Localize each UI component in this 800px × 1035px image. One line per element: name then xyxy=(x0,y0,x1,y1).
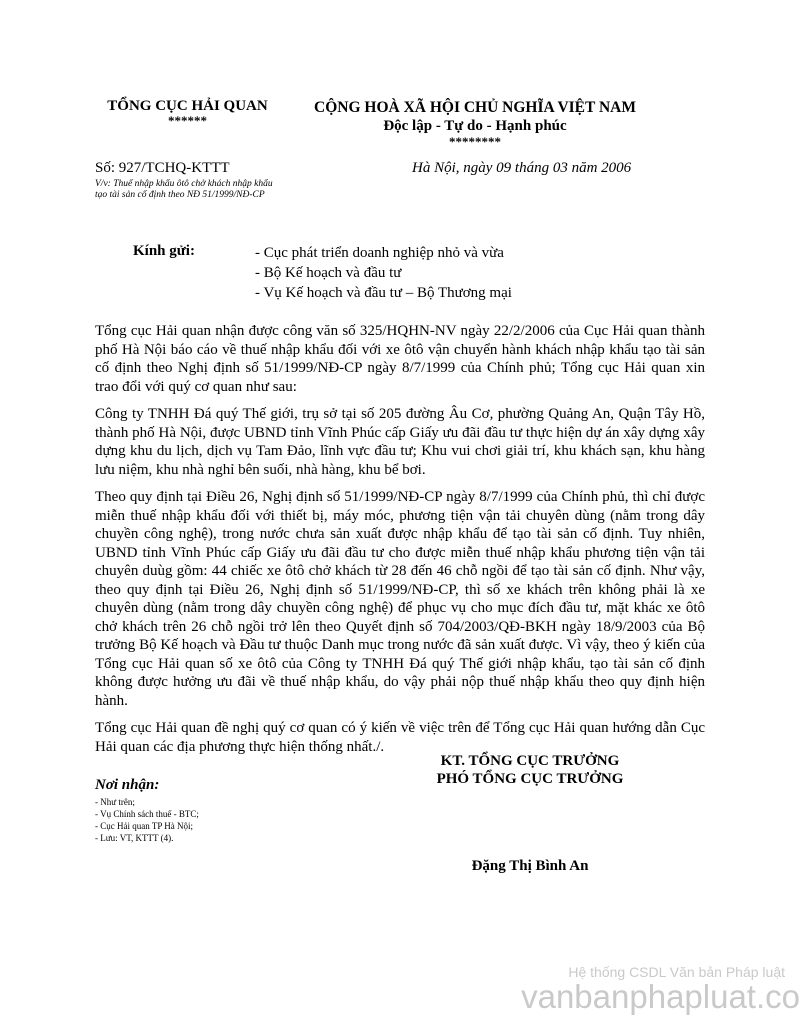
body-paragraph: Tổng cục Hải quan nhận được công văn số 325/HQHN-NV ngày 22/2/2006 của Cục Hải quan thành phố Hà Nội báo cáo về thuế nhập khẩu đối với xe ôtô vận chuyển hành khách nhập khẩu tạo tài sản cố định theo Nghị định số 51/1999/NĐ-CP ngày 8/7/1999 của Chính phủ; Tổng cục Hải quan xin trao đổi với quý cơ quan như sau: xyxy=(95,323,705,395)
signature-title xyxy=(400,752,660,788)
motto-stars: ******** xyxy=(449,134,501,149)
recipient-item: - Bộ Kế hoạch và đầu tư xyxy=(255,265,402,281)
signer-name: Đặng Thị Bình An xyxy=(471,858,589,874)
recipient-item: - Vụ Kế hoạch và đầu tư – Bộ Thương mại xyxy=(255,285,512,301)
watermark-site: vanbanphapluat.co xyxy=(521,978,800,1015)
agency-block xyxy=(100,98,275,127)
recipients-copy-title: Nơi nhận: xyxy=(95,777,160,793)
document-number: Số: 927/TCHQ-KTTT xyxy=(95,160,230,176)
body-paragraph: Tổng cục Hải quan đề nghị quý cơ quan có ý kiến về việc trên để Tổng cục Hải quan hướng dẫn Cục Hải quan các địa phương thực hiện thống nhất./. xyxy=(95,720,705,755)
national-motto-block xyxy=(300,98,650,148)
copy-recipient-item: - Như trên; xyxy=(95,797,135,807)
copy-recipient-item: - Lưu: VT, KTTT (4). xyxy=(95,833,174,843)
agency-name: TỔNG CỤC HẢI QUAN xyxy=(107,98,268,114)
body-paragraph: Theo quy định tại Điều 26, Nghị định số 51/1999/NĐ-CP ngày 8/7/1999 của Chính phủ, thì chỉ được miễn thuế nhập khẩu đối với thiết bị, máy móc, phương tiện vận tải chuyên dùng (nằm trong dây chuyền công nghệ), trong nước chưa sản xuất được nhập khẩu để tạo tài sản cố định. Tuy nhiên, UBND tỉnh Vĩnh Phúc cấp Giấy ưu đãi đầu tư cho được miễn thuế nhập khẩu phương tiện vận tải chuyên duùg gồm: 44 chiếc xe ôtô chở khách từ 28 đến 46 chỗ ngồi để tạo tài sản cố định. Như vậy, theo quy định tại Điều 26, Nghị định số 51/1999/NĐ-CP, thì số xe khách trên không phải là xe chuyên dùng (nằm trong dây chuyền công nghệ) để phục vụ cho mục đích đầu tư, mặt khác xe ôtô chở khách trên 26 chỗ ngồi trở lên theo Quyết định số 704/2003/QĐ-BKH ngày 18/9/2003 của Bộ trưởng Bộ Kế hoạch và Đầu tư thuộc Danh mục trong nước đã sản xuất được. Vì vậy, theo ý kiến của Tổng cục Hải quan số xe ôtô của Công ty TNHH Đá quý Thế giới nhập khẩu, tạo tài sản cố định không được hưởng ưu đãi về thuế nhập khẩu, do vậy phải nộp thuế nhập khẩu theo quy định hiện hành. xyxy=(95,489,705,709)
signature-line-1: KT. TỔNG CỤC TRƯỞNG xyxy=(440,753,620,769)
recipients-copy-list xyxy=(95,796,199,844)
copy-recipient-item: - Cục Hải quan TP Hà Nội; xyxy=(95,821,193,831)
motto: Độc lập - Tự do - Hạnh phúc xyxy=(383,118,567,134)
signature-line-2: PHÓ TỔNG CỤC TRƯỞNG xyxy=(436,771,624,787)
document-body xyxy=(95,322,705,765)
body-paragraph: Công ty TNHH Đá quý Thế giới, trụ sở tại số 205 đường Âu Cơ, phường Quảng An, Quận Tây Hồ, thành phố Hà Nội, được UBND tỉnh Vĩnh Phúc cấp Giấy ưu đãi đầu tư thực hiện dự án xây dựng xây dựng khu du lịch, dịch vụ Tam Đảo, lĩnh vực đầu tư; Khu vui chơi giải trí, khu khách sạn, khu hàng lưu niệm, khu nhà nghỉ bên suối, nhà hàng, khu bể bơi. xyxy=(95,406,705,478)
document-date: Hà Nội, ngày 09 tháng 03 năm 2006 xyxy=(412,160,632,176)
recipient-item: - Cục phát triển doanh nghiệp nhỏ và vừa xyxy=(255,245,504,261)
document-subject: V/v: Thuế nhập khẩu ôtô chở khách nhập khẩu tạo tài sản cố định theo NĐ 51/1999/NĐ-CP xyxy=(95,179,273,200)
nation-name: CỘNG HOÀ XÃ HỘI CHỦ NGHĨA VIỆT NAM xyxy=(314,99,636,116)
watermark-caption: Hệ thống CSDL Văn bản Pháp luật xyxy=(568,964,785,980)
copy-recipient-item: - Vụ Chính sách thuế - BTC; xyxy=(95,809,199,819)
agency-stars: ****** xyxy=(168,113,207,128)
recipients-list xyxy=(255,243,512,303)
recipients-label: Kính gửi: xyxy=(133,243,195,259)
